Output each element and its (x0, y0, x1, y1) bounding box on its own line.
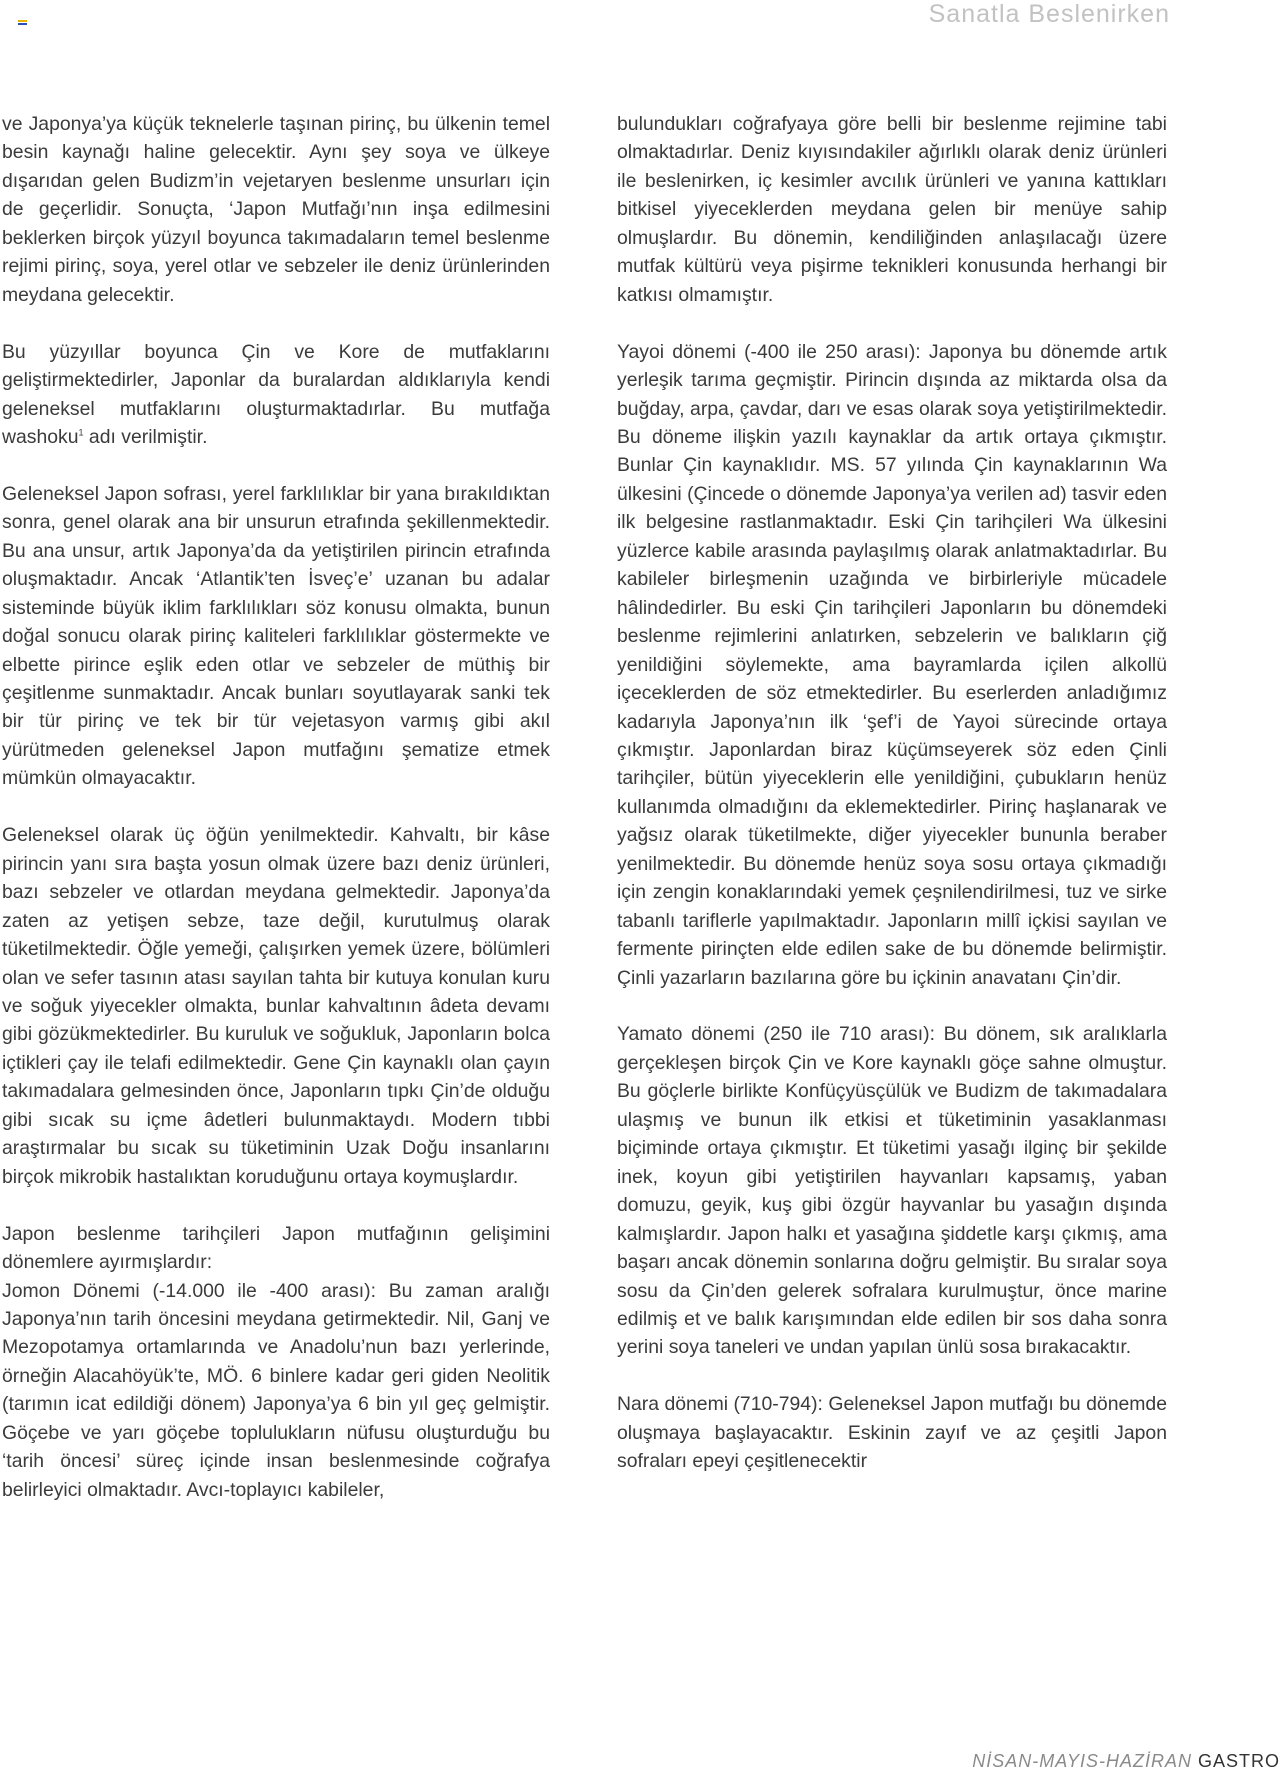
menu-glyph-bar-top (18, 20, 27, 22)
paragraph: ve Japonya’ya küçük teknelerle taşınan pirinç, bu ülkenin temel besin kaynağı haline gelecektir. Aynı şey soya ve ülkeye dışarıdan gelen Budizm’in vejetaryen beslenme unsurları için de geçerlidir. Sonuçta, ‘Japon Mutfağı’nın inşa edilmesini beklerken birçok yüzyıl boyunca takımadaların temel beslenme rejimi pirinç, soya, yerel otlar ve sebzeler ile deniz ürünlerinden meydana gelecektir. (2, 113, 550, 306)
footnote-marker: 1 (78, 427, 84, 438)
paragraph: Geleneksel olarak üç öğün yenilmektedir. Kahvaltı, bir kâse pirincin yanı sıra başta yosun olmak üzere bazı deniz ürünleri, bazı sebzeler ve otlardan meydana gelmektedir. Japonya’da zaten az yetişen sebze, taze değil, kurutulmuş olarak tüketilmektedir. Öğle yemeği, çalışırken yemek üzere, bölümleri olan ve sefer tasının atası sayılan tahta bir kutuya konulan kuru ve soğuk yiyecekler olmakta, bunlar kahvaltının âdeta devamı gibi gözükmektedirler. Bu kuruluk ve soğukluk, Japonların bolca içtikleri çay ile telafi edilmektedir. Gene Çin kaynaklı olan çayın takımadalara gelmesinden önce, Japonların tıpkı Çin’de olduğu gibi sıcak su içme âdetleri bulunmaktaydı. Modern tıbbi araştırmalar bu sıcak su tüketiminin Uzak Doğu insanlarını birçok mikrobik hastalıktan koruduğunu ortaya koymuşlardır. (2, 824, 550, 1188)
left-column (2, 110, 550, 1504)
paragraph: bulundukları coğrafyaya göre belli bir beslenme rejimine tabi olmaktadırlar. Deniz kıyısındakiler ağırlıklı olarak deniz ürünleri ile beslenirken, iç kesimler avcılık ürünleri ve yanına kattıkları bitkisel yiyeceklerden meydana gelen bir menüye sahip olmuşlardır. Bu dönemin, kendiliğinden anlaşılacağı üzere mutfak kültürü veya pişirme teknikleri konusunda herhangi bir katkısı olmamıştır. (617, 113, 1167, 306)
right-column (617, 110, 1167, 1476)
running-title: Sanatla Beslenirken (928, 0, 1170, 28)
paragraph-text: Bu yüzyıllar boyunca Çin ve Kore de mutfaklarını geliştirmektedirler, Japonlar da buralardan aldıklarıyla kendi geleneksel mutfaklarını oluşturmaktadırlar. Bu mutfağa washoku (2, 340, 550, 448)
paragraph-jomon: Jomon Dönemi (-14.000 ile -400 arası): Bu zaman aralığı Japonya’nın tarih öncesini meydana getirmektedir. Nil, Ganj ve Mezopotamya ortamlarında ve Anadolu’nun bazı yerlerinde, örneğin Alacahöyük’te, MÖ. 6 binlere kadar geri giden Neolitik (tarımın icat edildiği dönem) Japonya’ya 6 bin yıl geç gelmiştir. Göçebe ve yarı göçebe toplulukların nüfusu oluşturduğu bu ‘tarih öncesi’ süreç içinde insan beslenmesinde coğrafya belirleyici olmaktadır. Avcı-toplayıcı kabileler, (2, 1279, 550, 1501)
paragraph-yamato: Yamato dönemi (250 ile 710 arası): Bu dönem, sık aralıklarla gerçekleşen birçok Çin ve Kore kaynaklı göçe sahne olmuştur. Bu göçlerle birlikte Konfüçyüsçülük ve Budizm de takımadalara ulaşmış ve bunun ilk etkisi et tüketiminin yasaklanması biçiminde ortaya çıkmıştır. Et tüketimi yasağı ilginç bir şekilde inek, koyun gibi yetiştirilen hayvanları kapsamış, yaban domuzu, geyik, kuş gibi özgür hayvanlar bu yasağın dışında kalmışlardır. Japon halkı et yasağına şiddetle karşı çıkmış, ama başarı ancak dönemin sonlarına doğru gelmiştir. Bu sıralar soya sosu da Çin’den gelerek sofralara kurulmuştur, önce marine edilmiş et ve balık karışımından elde edilen bir sos daha sonra yerini soya taneleri ve undan yapılan ünlü sosa bırakacaktır. (617, 1023, 1167, 1359)
page-footer (972, 1751, 1280, 1772)
issue-label: NİSAN-MAYIS-HAZİRAN (972, 1751, 1192, 1771)
paragraph: Japon beslenme tarihçileri Japon mutfağının gelişimini dönemlere ayırmışlardır: (2, 1222, 550, 1274)
paragraph-washoku (2, 338, 550, 452)
paragraph-nara: Nara dönemi (710-794): Geleneksel Japon mutfağı bu dönemde oluşmaya başlayacaktır. Eskinin zayıf ve az çeşitli Japon sofraları epeyi çeşitlenecektir (617, 1393, 1167, 1473)
paragraph: Geleneksel Japon sofrası, yerel farklılıklar bir yana bırakıldıktan sonra, genel olarak ana bir unsurun etrafında şekillenmektedir. Bu ana unsur, artık Japonya’da da yetiştirilen pirincin etrafında oluşmaktadır. Ancak ‘Atlantik’ten İsveç’e’ uzanan bu adalar sisteminde büyük iklim farklılıkları söz konusu olmakta, bunun doğal sonucu olarak pirinç kaliteleri farklılıklar göstermekte ve elbette pirince eşlik eden otlar ve sebzeler de müthiş bir çeşitlenme sunmaktadır. Ancak bunları soyutlayarak sanki tek bir tür pirinç ve tek bir tür vejetasyon varmış gibi akıl yürütmeden geleneksel Japon mutfağını şematize etmek mümkün olmayacaktır. (2, 482, 550, 790)
menu-glyph-icon (18, 20, 27, 27)
menu-glyph-bar-bottom (18, 23, 27, 25)
magazine-brand: GASTRO (1197, 1751, 1280, 1771)
paragraph-yayoi: Yayoi dönemi (-400 ile 250 arası): Japonya bu dönemde artık yerleşik tarıma geçmiştir. Pirincin dışında az miktarda olsa da buğday, arpa, çavdar, darı ve esas olarak soya yetiştirilmektedir. Bu döneme ilişkin yazılı kaynaklar da artık ortaya çıkmıştır. Bunlar Çin kaynaklıdır. MS. 57 yılında Çin kaynaklarının Wa ülkesini (Çincede o dönemde Japonya’ya verilen ad) tasvir eden ilk belgesine rastlanmaktadır. Eski Çin tarihçileri Wa ülkesini yüzlerce kabile arasında paylaşılmış olarak anlatmaktadırlar. Bu kabileler birleşmenin uzağında ve birbirleriyle mücadele hâlindedirler. Bu eski Çin tarihçileri Japonların bu dönemdeki beslenme rejimlerini anlatırken, sebzelerin ve balıkların çiğ yenildiğini söylemekte, ama bayramlarda içilen alkollü içeceklerden de söz etmektedirler. Bu eserlerden anladığımız kadarıyla Japonya’nın ilk ‘şef’i de Yayoi sürecinde ortaya çıkmıştır. Japonlardan biraz küçümseyerek söz eden Çinli tarihçiler, bütün yiyeceklerin elle yenildiğini, çubukların henüz kullanımda olmadığını da eklemektedirler. Pirinç haşlanarak ve yağsız olarak tüketilmekte, diğer yiyecekler bununla beraber yenilmektedir. Bu dönemde henüz soya sosu ortaya çıkmadığı için zengin konaklarındaki yemek çeşnilendirilmesi, tuz ve sirke tabanlı tariflerle yapılmaktadır. Japonların millî içkisi sayılan ve fermente pirinçten elde edilen sake de bu dönemde belirmiştir. Çinli yazarların bazılarına göre bu içkinin anavatanı Çin’dir. (617, 340, 1167, 989)
paragraph-text: adı verilmiştir. (83, 425, 208, 448)
